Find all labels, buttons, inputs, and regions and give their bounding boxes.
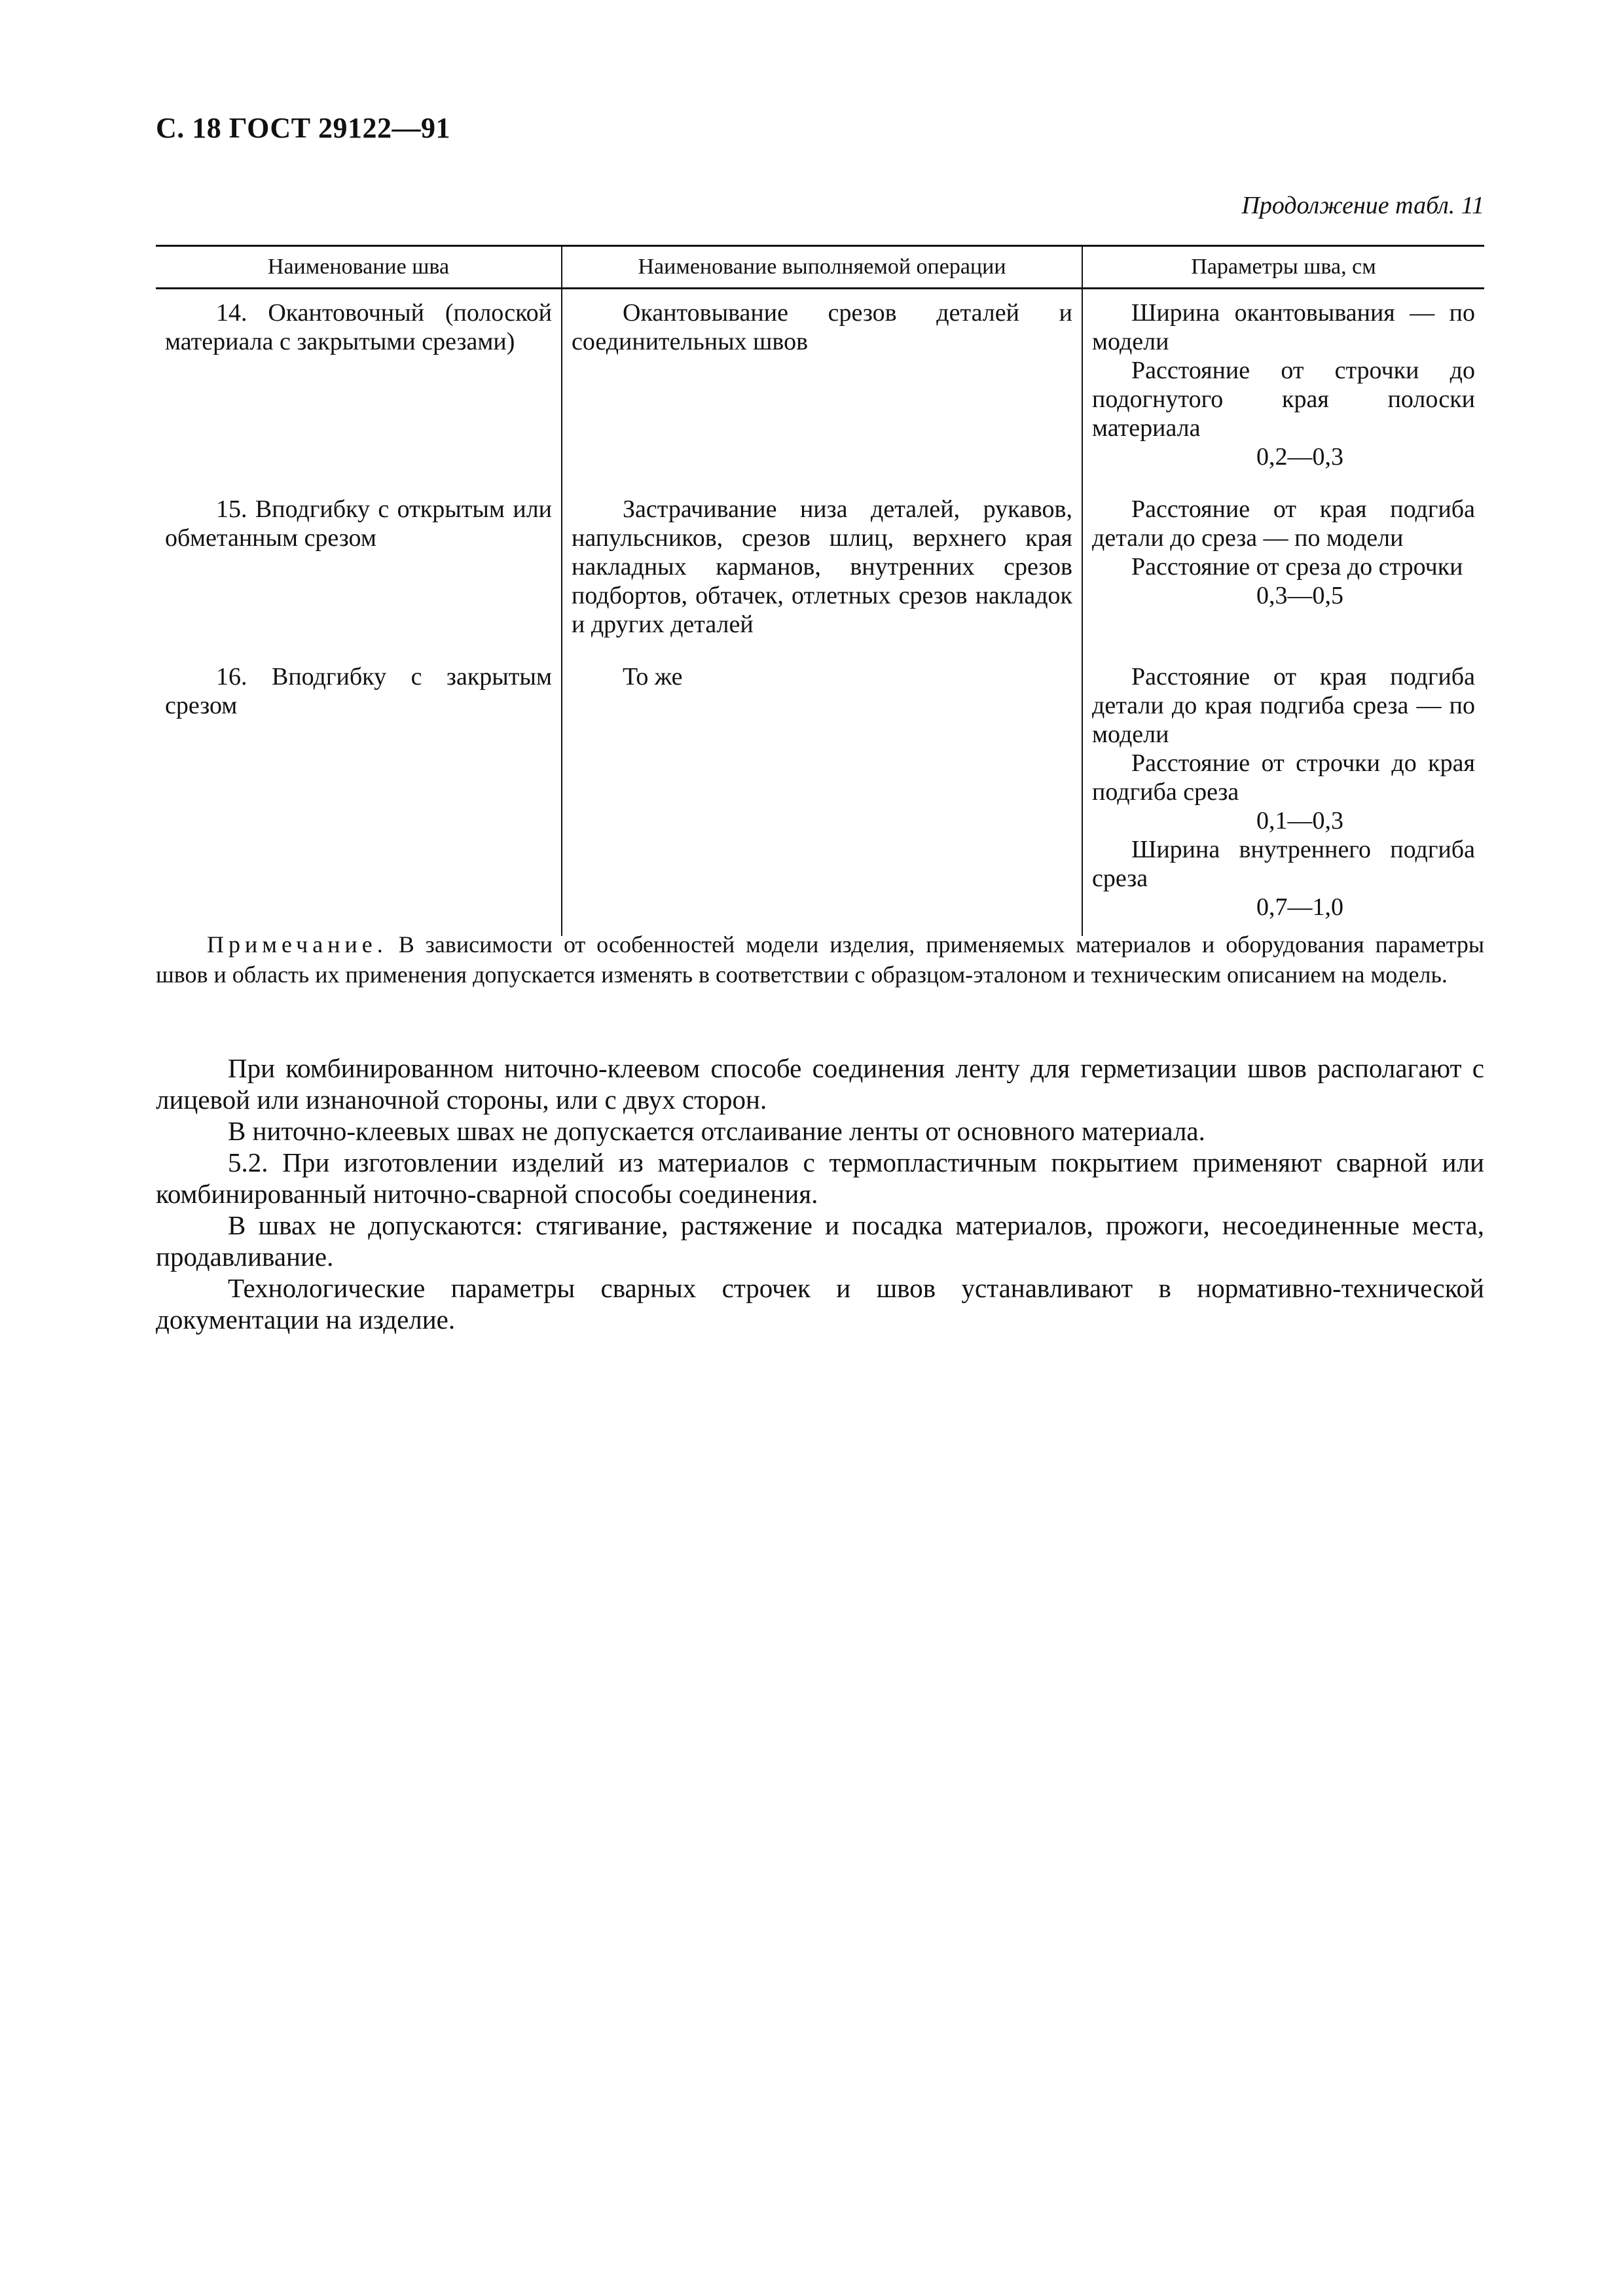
table-row (156, 486, 1484, 653)
note-label: Примечание. (207, 931, 388, 958)
param-value: 0,7—1,0 (1256, 893, 1343, 921)
table-header-row (156, 246, 1484, 289)
paragraph: Технологические параметры сварных строчек и швов устанавливают в нормативно-технической документации на изделие. (156, 1273, 1484, 1335)
params-cell (1082, 289, 1484, 486)
table-note (156, 929, 1484, 990)
table-row (156, 653, 1484, 936)
operation-text: То же (623, 663, 683, 691)
note-text: В зависимости от особенностей модели изделия, применяемых материалов и оборудования параметры швов и область их применения допускается изменять в соответствии с образцом-эталоном и техническим описанием на модель. (156, 931, 1485, 988)
column-header-operation: Наименование выполняемой операции (562, 246, 1082, 289)
seam-parameters-table (156, 245, 1484, 936)
params-cell (1082, 486, 1484, 653)
column-header-seam-name: Наименование шва (156, 246, 562, 289)
table-row (156, 289, 1484, 486)
body-text (156, 1052, 1484, 1335)
paragraph: В швах не допускаются: стягивание, растяжение и посадка материалов, прожоги, несоединенные места, продавливание. (156, 1210, 1484, 1272)
table-continuation-label: Продолжение табл. 11 (1241, 192, 1484, 219)
paragraph: В ниточно-клеевых швах не допускается отслаивание ленты от основного материала. (228, 1116, 1205, 1146)
param-value: 0,1—0,3 (1256, 807, 1343, 834)
param-text: Расстояние от строчки до подогнутого края полоски материала (1092, 357, 1475, 442)
param-text: Расстояние от края подгиба детали до края подгиба среза — по модели (1092, 663, 1475, 748)
paragraph: При комбинированном ниточно-клеевом способе соединения ленту для герметизации швов располагают с лицевой или изнаночной стороны, или с двух сторон. (156, 1053, 1484, 1115)
operation-text: Окантовывание срезов деталей и соединительных швов (572, 299, 1072, 355)
seam-name-cell (156, 486, 562, 653)
params-cell (1082, 653, 1484, 936)
operation-cell (562, 486, 1082, 653)
operation-text: Застрачивание низа деталей, рукавов, напульсников, срезов шлиц, верхнего края накладных карманов, внутренних срезов подбортов, обтачек, отлетных срезов накладок и других деталей (572, 495, 1072, 638)
seam-name: 15. Вподгибку с открытым или обметанным срезом (165, 495, 552, 552)
seam-name-cell (156, 289, 562, 486)
seam-name-cell (156, 653, 562, 936)
operation-cell (562, 289, 1082, 486)
param-text: Расстояние от среза до строчки (1131, 553, 1463, 581)
column-header-parameters: Параметры шва, см (1082, 246, 1484, 289)
seam-name: 16. Вподгибку с закрытым срезом (165, 663, 552, 719)
param-value: 0,2—0,3 (1256, 443, 1343, 471)
param-value: 0,3—0,5 (1256, 582, 1343, 609)
paragraph: 5.2. При изготовлении изделий из материалов с термопластичным покрытием применяют сварной или комбинированный ниточно-сварной способы соединения. (156, 1147, 1484, 1209)
seam-name: 14. Окантовочный (полоской материала с закрытыми срезами) (165, 299, 552, 355)
page-header: С. 18 ГОСТ 29122—91 (156, 112, 451, 144)
param-text: Ширина окантовывания — по модели (1092, 299, 1475, 355)
param-text: Расстояние от края подгиба детали до среза — по модели (1092, 495, 1475, 552)
param-text: Расстояние от строчки до края подгиба среза (1092, 749, 1475, 806)
operation-cell (562, 653, 1082, 936)
param-text: Ширина внутреннего подгиба среза (1092, 836, 1475, 892)
